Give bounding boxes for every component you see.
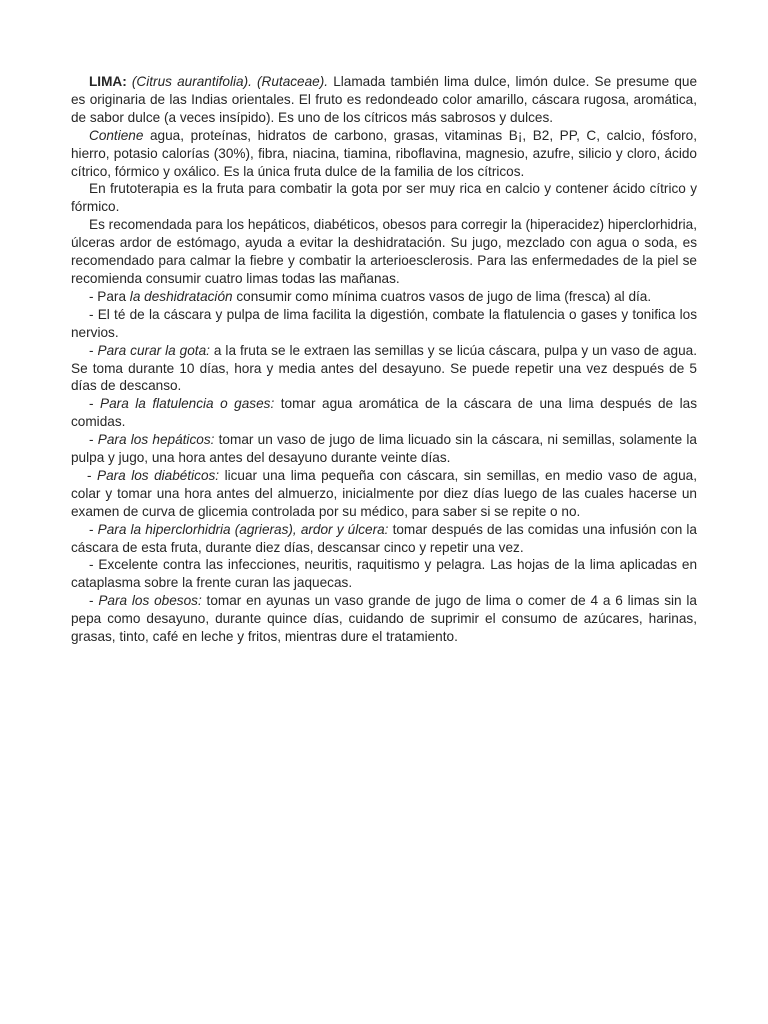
text-run: - [89, 396, 101, 412]
paragraph [71, 467, 697, 521]
italic-text: Para los obesos: [98, 593, 202, 609]
text-run: agua, proteínas, hidratos de carbono, grasas, vitaminas B¡, B2, PP, C, calcio, fósforo, hierro, potasio calorías (30%), fibra, niacina, tiamina, riboflavina, magnesio, azufre, silicio y cloro, ácido cítrico, fórmico y oxálico. Es la única fruta dulce de la familia de los cítricos. [71, 127, 697, 179]
text-run: tomar un vaso de jugo de lima licuado sin la cáscara, ni semillas, solamente la pulpa y jugo, una hora antes del desayuno durante veinte días. [71, 432, 697, 466]
italic-text: Para la flatulencia o gases: [100, 396, 275, 412]
paragraph [71, 342, 697, 396]
italic-text: (Citrus aurantifolia). (Rutaceae). [131, 74, 329, 89]
text-run: tomar después de las comidas una infusión con la cáscara de esta fruta, durante diez días, descansar cinco y repetir una vez. [71, 521, 697, 555]
paragraph [71, 73, 697, 127]
text-run: - Para [89, 288, 130, 304]
text-run: Es recomendada para los hepáticos, diabéticos, obesos para corregir la (hiperacidez) hiperclorhidria, úlceras ardor de estómago, ayuda a evitar la deshidratación. Su jugo, mezclado con agua o soda, es recomendado para calmar la fiebre y combatir la arterioesclerosis. Para las enfermedades de la piel se recomienda consumir cuatro limas todas las mañanas. [71, 217, 697, 286]
paragraph [71, 288, 697, 306]
italic-text: la deshidratación [129, 288, 233, 304]
paragraph [71, 556, 697, 592]
text-run: a la fruta se le extraen las semillas y se licúa cáscara, pulpa y un vaso de agua. Se toma durante 10 días, hora y media antes del desayuno. Se puede repetir una vez después de 5 días de descanso. [71, 342, 697, 394]
text-run: En frutoterapia es la fruta para combatir la gota por ser muy rica en calcio y contener ácido cítrico y fórmico. [71, 181, 697, 215]
text-run: licuar una lima pequeña con cáscara, sin semillas, en medio vaso de agua, colar y tomar una hora antes del almuerzo, inicialmente por diez días luego de las cuales hacerse un examen de curva de glicemia controlada por su médico, para saber si se repite o no. [71, 467, 697, 519]
document-page [71, 73, 697, 646]
text-run: consumir como mínima cuatros vasos de jugo de lima (fresca) al día. [232, 288, 652, 304]
text-run: Llamada también lima dulce, limón dulce. Se presume que es originaria de las Indias orientales. El fruto es redondeado color amarillo, cáscara rugosa, aromática, de sabor dulce (a veces insípido). Es uno de los cítricos más sabrosos y dulces. [71, 74, 698, 125]
text-run: - [87, 467, 98, 483]
italic-text: Para curar la gota: [97, 342, 210, 358]
text-run: - [89, 432, 98, 448]
paragraph [71, 180, 697, 216]
paragraph [71, 521, 697, 557]
paragraph [71, 395, 697, 431]
italic-text: Para los hepáticos: [97, 432, 215, 448]
italic-text: Para los diabéticos: [97, 467, 220, 483]
paragraph [71, 216, 697, 288]
bold-text: LIMA: [89, 74, 127, 89]
italic-text: Contiene [89, 127, 144, 143]
text-run: - El té de la cáscara y pulpa de lima facilita la digestión, combate la flatulencia o gases y tonifica los nervios. [71, 306, 697, 340]
italic-text: Para la hiperclorhidria (agrieras), ardor y úlcera: [97, 521, 389, 537]
paragraph [71, 306, 697, 342]
text-run: - Excelente contra las infecciones, neuritis, raquitismo y pelagra. Las hojas de la lima aplicadas en cataplasma sobre la frente curan las jaquecas. [71, 557, 697, 591]
text-run: tomar agua aromática de la cáscara de una lima después de las comidas. [71, 396, 697, 430]
paragraph [71, 127, 697, 181]
text-run: tomar en ayunas un vaso grande de jugo de lima o comer de 4 a 6 limas sin la pepa como desayuno, durante quince días, cuidando de suprimir el consumo de azúcares, harinas, grasas, tinto, café en leche y fritos, mientras dure el tratamiento. [71, 593, 697, 645]
text-run: - [89, 521, 98, 537]
paragraph [71, 431, 697, 467]
text-run: - [89, 342, 98, 358]
text-run: - [89, 593, 99, 609]
paragraph [71, 592, 697, 646]
